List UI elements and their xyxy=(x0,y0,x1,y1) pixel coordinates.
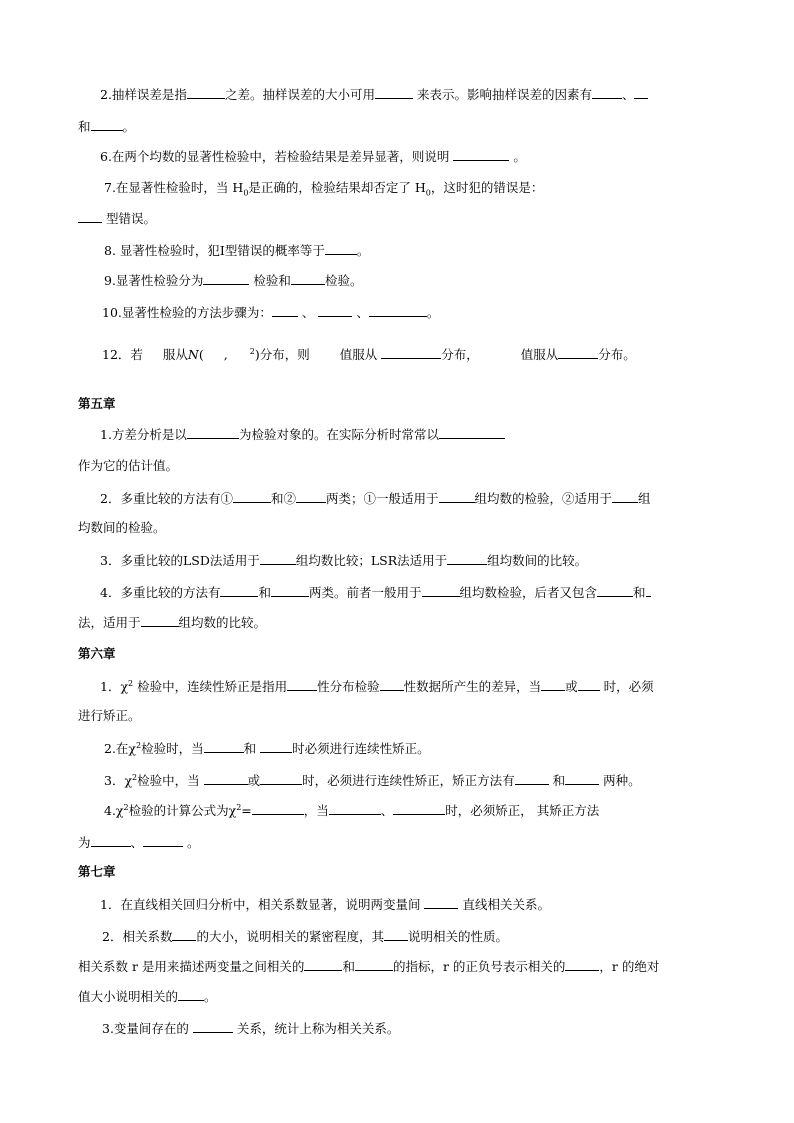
fill-blank xyxy=(439,426,505,439)
question-5-4-line1 xyxy=(100,584,651,601)
question-text: 和 xyxy=(342,959,355,974)
fill-blank xyxy=(204,740,244,753)
question-text: 型错误。 xyxy=(105,211,156,226)
superscript: 2 xyxy=(123,802,129,812)
question-text: 直线相关关系。 xyxy=(462,897,550,912)
question-text: 。 xyxy=(356,243,370,258)
question-text: 3．多重比较的LSD法适用于 xyxy=(100,553,260,568)
fill-blank xyxy=(634,86,648,99)
question-text: 相关系数 r 是用来描述两变量之间相关的 xyxy=(78,959,305,974)
question-4-2-line2 xyxy=(78,118,135,135)
question-6-4-line1 xyxy=(104,802,599,819)
question-text: 2．多重比较的方法有① xyxy=(100,491,233,506)
fill-blank xyxy=(375,86,413,99)
question-text: = xyxy=(241,803,252,818)
question-text: ，当 xyxy=(303,803,329,818)
question-text: 2.在χ xyxy=(104,741,137,756)
question-5-3 xyxy=(100,552,587,569)
question-text: 为 xyxy=(78,835,91,850)
question-text: 、 xyxy=(130,835,144,850)
question-4-10 xyxy=(102,304,439,321)
question-text: 检验的计算公式为χ xyxy=(128,803,237,818)
fill-blank xyxy=(565,772,599,785)
question-text: 。 xyxy=(513,149,526,164)
question-text: , xyxy=(223,347,228,362)
question-text: 时，必须矫正， 其矫正方法 xyxy=(445,803,600,818)
superscript: 2 xyxy=(236,802,242,812)
subscript: 0 xyxy=(243,188,249,198)
fill-blank xyxy=(515,772,549,785)
question-5-4-line2 xyxy=(78,614,266,631)
chapter-heading: 第七章 xyxy=(78,864,116,879)
question-text: 说明相关的性质。 xyxy=(407,929,508,944)
question-4-6 xyxy=(100,148,526,165)
question-text: 1．在直线相关回归分析中，相关系数显著，说明两变量间 xyxy=(100,897,421,912)
question-text: 和 xyxy=(258,585,271,600)
fill-blank xyxy=(233,490,271,503)
superscript: 2 xyxy=(128,678,134,688)
question-text: 、 xyxy=(621,87,635,102)
question-text: 两类。前者一般用于 xyxy=(308,585,422,600)
fill-blank xyxy=(318,304,352,317)
question-text: 、 xyxy=(301,305,315,320)
fill-blank xyxy=(592,86,622,99)
question-text: 为检验对象的。在实际分析时常常以 xyxy=(238,427,439,442)
fill-blank xyxy=(612,490,638,503)
question-4-12 xyxy=(102,346,636,363)
question-text: )分布，则 xyxy=(254,347,310,362)
fill-blank xyxy=(597,584,633,597)
fill-blank xyxy=(187,426,239,439)
question-text: 值服从 xyxy=(339,347,378,362)
fill-blank xyxy=(558,346,598,359)
question-text: 法，适用于 xyxy=(78,615,141,630)
question-text: ( xyxy=(198,347,204,362)
question-4-2-line1 xyxy=(100,86,648,103)
question-text: 和 xyxy=(552,773,566,788)
question-text: 两种。 xyxy=(603,773,641,788)
question-text: 。 xyxy=(187,835,200,850)
question-text: 1.方差分析是以 xyxy=(100,427,187,442)
fill-blank xyxy=(329,802,381,815)
question-text: 检验和 xyxy=(253,273,291,288)
question-text: ，这时犯的错误是： xyxy=(430,180,544,195)
fill-blank xyxy=(381,346,441,359)
question-text: 4.χ xyxy=(104,803,124,818)
question-text: 时，必须 xyxy=(603,679,654,694)
fill-blank xyxy=(424,896,458,909)
question-5-2-line2: 均数间的检验。 xyxy=(78,520,166,535)
superscript: 2 xyxy=(132,772,138,782)
fill-blank xyxy=(422,584,460,597)
fill-blank xyxy=(271,584,309,597)
fill-blank xyxy=(260,740,292,753)
question-text: 和 xyxy=(243,741,257,756)
chapter-heading: 第六章 xyxy=(78,646,116,661)
fill-blank xyxy=(143,834,183,847)
question-text: 检验。 xyxy=(324,273,363,288)
question-text: 值大小说明相关的 xyxy=(78,989,179,1004)
question-text: 组均数的检验，②适用于 xyxy=(474,491,613,506)
question-text: 组均数比较；LSR法适用于 xyxy=(295,553,448,568)
fill-blank xyxy=(304,958,342,971)
chapter-heading: 第五章 xyxy=(78,396,116,411)
fill-blank xyxy=(447,552,487,565)
question-7-3 xyxy=(102,1020,399,1037)
fill-blank xyxy=(646,584,651,597)
question-5-1-line2: 作为它的估计值。 xyxy=(78,458,179,473)
question-text: 的大小，说明相关的紧密程度，其 xyxy=(196,929,384,944)
fill-blank xyxy=(291,272,325,285)
superscript: 2 xyxy=(136,740,142,750)
question-text: 和 xyxy=(633,585,646,600)
question-text: 两类；①一般适用于 xyxy=(325,491,439,506)
fill-blank xyxy=(578,678,600,691)
question-text: ，r 的绝对 xyxy=(599,959,660,974)
fill-blank xyxy=(439,490,475,503)
question-4-9 xyxy=(104,272,362,289)
question-5-1-line1 xyxy=(100,426,505,443)
question-6-2 xyxy=(104,740,430,757)
question-text: 或 xyxy=(247,773,261,788)
question-text: 3．χ xyxy=(104,773,133,788)
question-4-8 xyxy=(104,242,369,259)
fill-blank xyxy=(453,148,509,161)
question-7-2x-line2 xyxy=(78,988,217,1005)
fill-blank xyxy=(541,678,565,691)
question-text: 值服从 xyxy=(520,347,559,362)
question-4-7-line2 xyxy=(78,210,156,227)
question-text: 、 xyxy=(356,305,369,320)
question-text: 是正确的，检验结果却否定了 H xyxy=(248,180,426,195)
fill-blank xyxy=(187,86,225,99)
fill-blank xyxy=(272,304,298,317)
fill-blank xyxy=(369,304,427,317)
superscript: 2 xyxy=(249,346,255,356)
question-text: 服从 xyxy=(162,347,188,362)
question-7-1 xyxy=(100,896,550,913)
fill-blank xyxy=(220,584,258,597)
fill-blank xyxy=(204,772,248,785)
question-text: 和 xyxy=(78,119,91,134)
question-text: 组均数间的比较。 xyxy=(487,553,588,568)
question-text: 12．若 xyxy=(102,347,143,362)
question-text: 、 xyxy=(380,803,394,818)
fill-blank xyxy=(384,928,408,941)
question-text: 2．相关系数 xyxy=(102,929,173,944)
fill-blank xyxy=(203,272,249,285)
question-text: 时，必须进行连续性矫正，矫正方法有 xyxy=(302,773,515,788)
fill-blank xyxy=(287,678,317,691)
question-text: 关系，统计上称为相关关系。 xyxy=(236,1021,400,1036)
question-text: 1．χ xyxy=(100,679,129,694)
question-text: 9.显著性检验分为 xyxy=(104,273,204,288)
question-text: 的指标，r 的正负号表示相关的 xyxy=(392,959,566,974)
question-text: 2.抽样误差是指 xyxy=(100,87,187,102)
fill-blank xyxy=(260,772,302,785)
fill-blank xyxy=(565,958,599,971)
question-text: 4．多重比较的方法有 xyxy=(100,585,221,600)
question-text: 7.在显著性检验时，当 H xyxy=(104,180,244,195)
fill-blank xyxy=(252,802,304,815)
question-text: 组均数检验，后者又包含 xyxy=(459,585,598,600)
question-text: 分布。 xyxy=(598,347,636,362)
question-text: 时必须进行连续性矫正。 xyxy=(292,741,430,756)
question-6-1-line2: 进行矫正。 xyxy=(78,708,141,723)
fill-blank xyxy=(193,1020,233,1033)
question-text: 性分布检验 xyxy=(317,679,380,694)
question-7-2 xyxy=(102,928,508,945)
question-text: 。 xyxy=(426,305,440,320)
question-text: 6.在两个均数的显著性检验中，若检验结果是差异显著，则说明 xyxy=(100,149,450,164)
fill-blank xyxy=(393,802,445,815)
fill-blank xyxy=(141,614,179,627)
subscript: 0 xyxy=(425,188,431,198)
question-text: 分布， xyxy=(441,347,479,362)
question-text: 3.变量间存在的 xyxy=(102,1021,189,1036)
question-6-3 xyxy=(104,772,641,789)
fill-blank xyxy=(178,988,204,1001)
fill-blank xyxy=(296,490,326,503)
fill-blank xyxy=(91,834,131,847)
fill-blank xyxy=(380,678,404,691)
question-text: 。 xyxy=(204,989,217,1004)
fill-blank xyxy=(355,958,393,971)
fill-blank xyxy=(260,552,296,565)
fill-blank xyxy=(325,242,357,255)
question-text: 10.显著性检验的方法步骤为： xyxy=(102,305,272,320)
fill-blank xyxy=(91,118,123,131)
question-6-4-line2 xyxy=(78,834,200,851)
question-text: 性数据所产生的差异，当 xyxy=(403,679,542,694)
fill-blank xyxy=(172,928,196,941)
question-text: 来表示。影响抽样误差的因素有 xyxy=(416,87,592,102)
question-6-1-line1 xyxy=(100,678,654,695)
fill-blank xyxy=(78,210,102,223)
question-text: 检验中，当 xyxy=(137,773,200,788)
question-text: 8. 显著性检验时，犯Ⅰ型错误的概率等于 xyxy=(104,243,325,258)
question-7-2x-line1 xyxy=(78,958,659,975)
question-text: 。 xyxy=(122,119,136,134)
question-text: 或 xyxy=(565,679,578,694)
question-text: N xyxy=(187,347,199,362)
question-text: 检验时，当 xyxy=(141,741,204,756)
question-text: 和② xyxy=(270,491,296,506)
question-5-2-line1 xyxy=(100,490,651,507)
question-text: 组 xyxy=(638,491,651,506)
question-text: 检验中，连续性矫正是指用 xyxy=(133,679,288,694)
question-text: 组均数的比较。 xyxy=(178,615,267,630)
question-4-7-line1 xyxy=(104,180,543,196)
question-text: 之差。抽样误差的大小可用 xyxy=(224,87,375,102)
